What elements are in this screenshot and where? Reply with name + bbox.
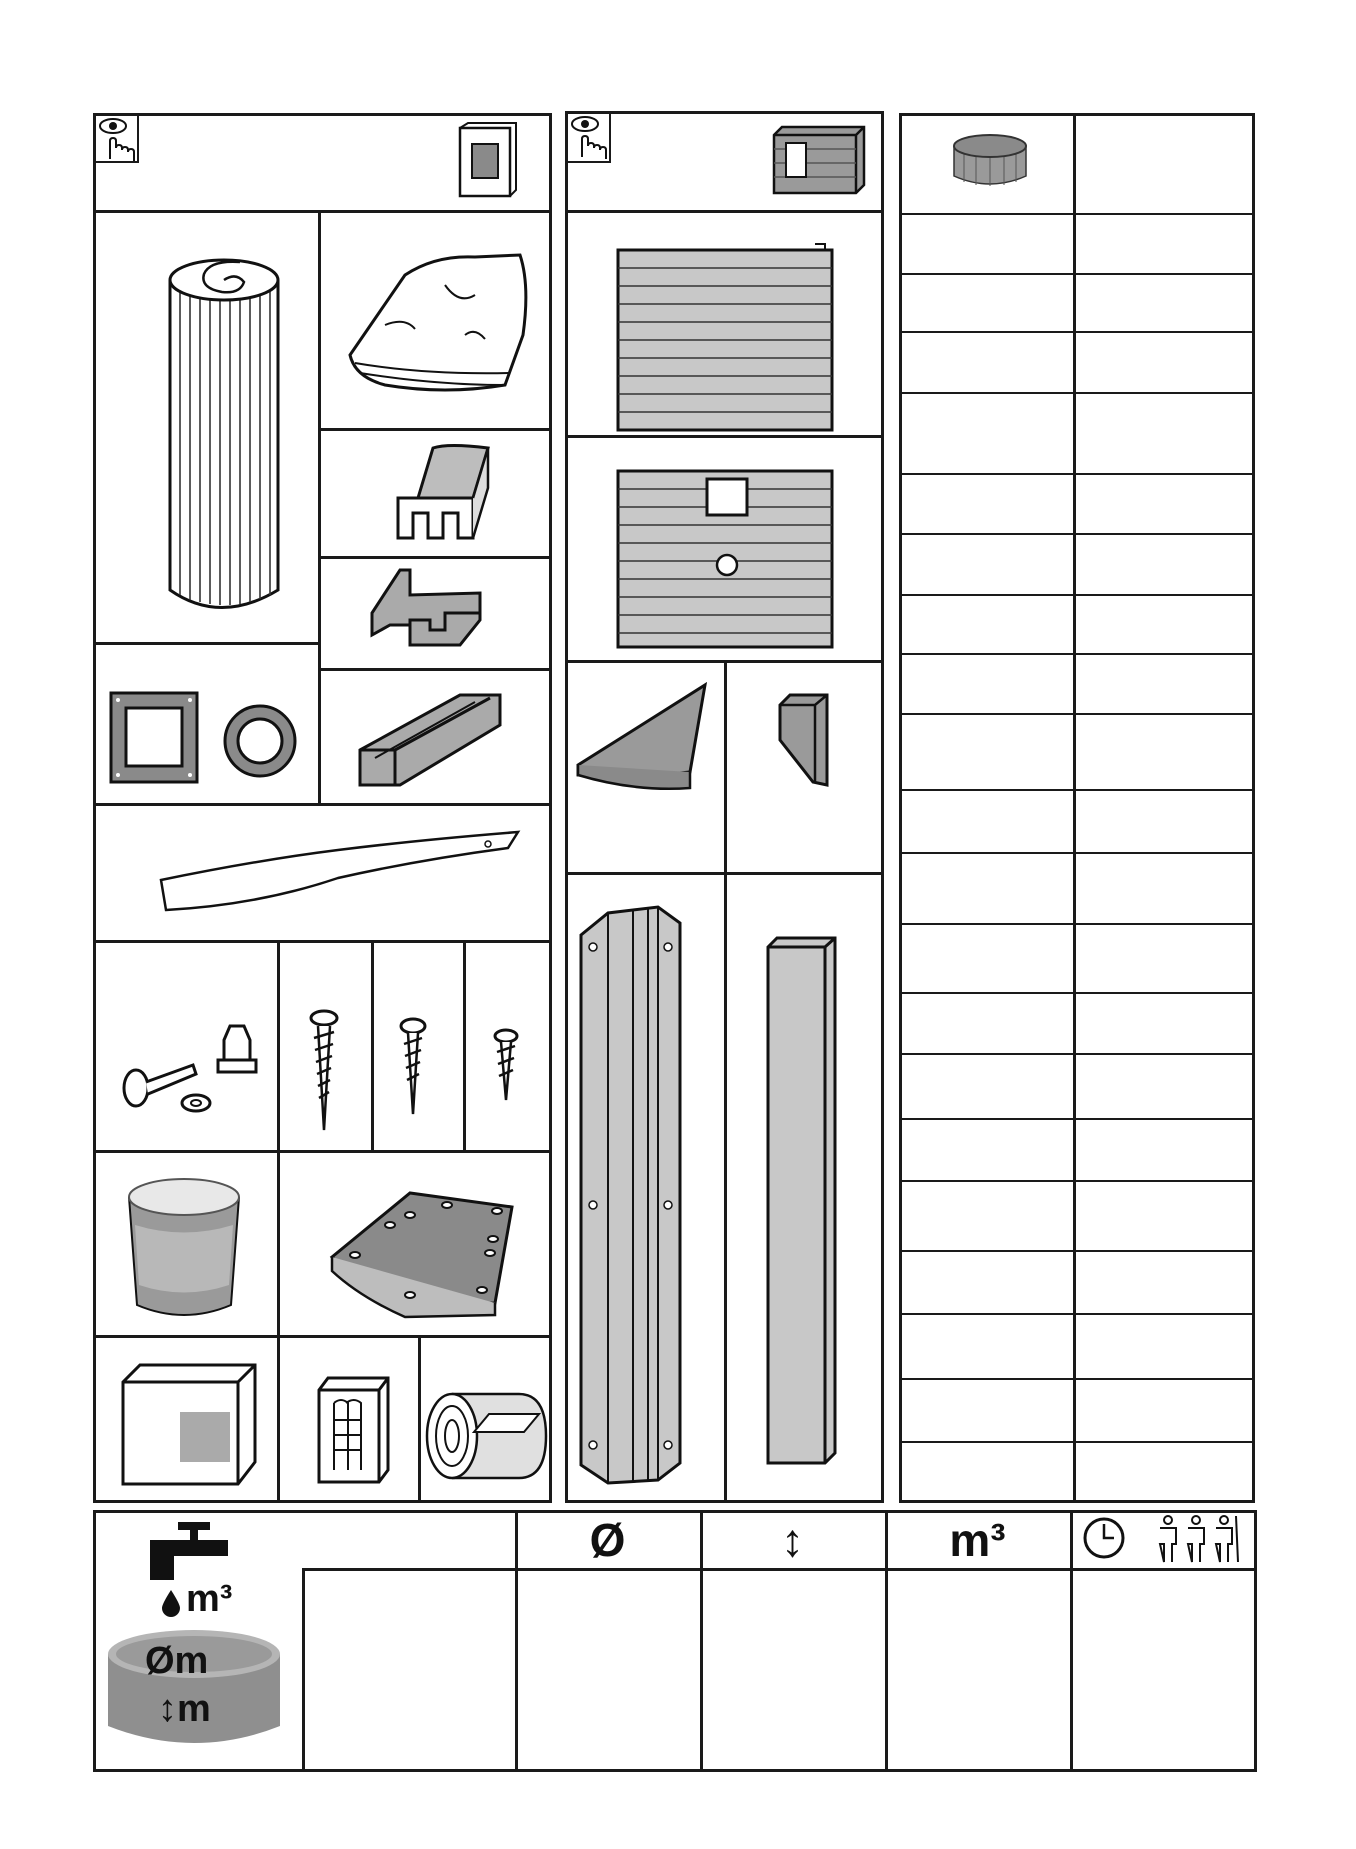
screw-medium bbox=[398, 1018, 428, 1118]
skimmer-box-icon bbox=[458, 122, 518, 200]
pool-height-unit: ↕m bbox=[158, 1688, 211, 1730]
sealant-can bbox=[125, 1175, 243, 1325]
eye-hand-icon bbox=[565, 111, 611, 163]
workers-icon bbox=[1156, 1514, 1240, 1564]
pool-diameter-unit: Øm bbox=[145, 1640, 209, 1682]
wall-panel bbox=[615, 242, 835, 432]
coping-plate bbox=[330, 1185, 520, 1315]
corner-cap bbox=[575, 680, 715, 795]
liner-roll bbox=[160, 250, 290, 620]
pool-thumbnail bbox=[950, 130, 1030, 190]
corner-post bbox=[578, 905, 686, 1485]
diameter-header: Ø bbox=[589, 1514, 626, 1566]
coping-profile bbox=[388, 438, 508, 553]
skimmer-plate bbox=[108, 690, 200, 785]
tap-icon bbox=[148, 1522, 230, 1582]
screw-short bbox=[492, 1028, 520, 1104]
strap bbox=[158, 820, 520, 920]
volume-header: m³ bbox=[949, 1514, 1006, 1566]
clock-icon bbox=[1082, 1516, 1126, 1560]
straight-post bbox=[765, 935, 837, 1465]
pool-shed-icon bbox=[772, 125, 867, 195]
return-ring bbox=[222, 703, 298, 779]
filter-box bbox=[120, 1362, 260, 1487]
underlay-roll bbox=[424, 1392, 549, 1480]
screw-long bbox=[308, 1010, 340, 1135]
folded-liner bbox=[345, 245, 535, 405]
u-profile bbox=[350, 680, 520, 795]
j-profile bbox=[370, 565, 510, 655]
water-drop-icon bbox=[160, 1588, 182, 1618]
eye-hand-icon bbox=[93, 113, 139, 163]
bolt-nut-washer bbox=[118, 1010, 268, 1120]
parts-list-table bbox=[899, 113, 1255, 1503]
ladder-box bbox=[316, 1375, 391, 1485]
wedge bbox=[775, 690, 835, 790]
wall-panel-skimmer bbox=[615, 465, 835, 651]
volume-unit-label: m³ bbox=[186, 1578, 233, 1620]
height-header: ↕ bbox=[781, 1514, 804, 1566]
